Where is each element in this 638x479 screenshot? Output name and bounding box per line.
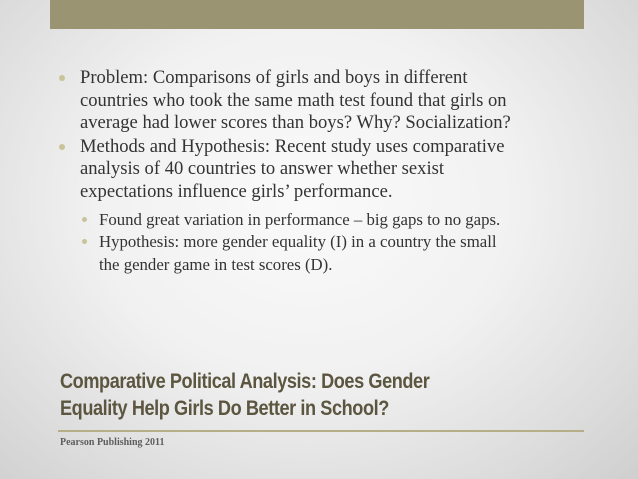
bullet-problem bbox=[57, 67, 597, 135]
slide-title bbox=[60, 367, 530, 421]
bullet-line: Methods and Hypothesis: Recent study uses comparative bbox=[80, 135, 505, 157]
title-divider bbox=[58, 430, 584, 432]
bullet-line: Problem: Comparisons of girls and boys in different bbox=[80, 67, 468, 88]
bullet-line: countries who took the same math test found that girls on bbox=[80, 89, 507, 111]
sub-bullet-line: the gender game in test scores (D). bbox=[99, 254, 333, 274]
slide-title-line-2: Equality Help Girls Do Better in School? bbox=[60, 395, 389, 420]
sub-bullet-line: Hypothesis: more gender equality (I) in a country the small bbox=[99, 232, 497, 252]
bullet-methods bbox=[57, 136, 597, 276]
slide-title-line-1: Comparative Political Analysis: Does Gender bbox=[60, 368, 430, 393]
bullet-line: average had lower scores than boys? Why? Socialization? bbox=[80, 112, 511, 134]
sub-bullet-variation bbox=[79, 209, 597, 232]
bullet-line: analysis of 40 countries to answer whether sexist bbox=[80, 158, 445, 180]
bullet-list bbox=[57, 67, 597, 277]
sub-bullet-line: Found great variation in performance – big gaps to no gaps. bbox=[99, 209, 501, 229]
sub-bullet-hypothesis bbox=[79, 231, 597, 276]
footer-credit: Pearson Publishing 2011 bbox=[60, 437, 165, 448]
accent-bar bbox=[50, 0, 584, 29]
sub-bullet-list bbox=[79, 209, 597, 277]
bullet-line: expectations influence girls’ performance. bbox=[80, 180, 393, 202]
